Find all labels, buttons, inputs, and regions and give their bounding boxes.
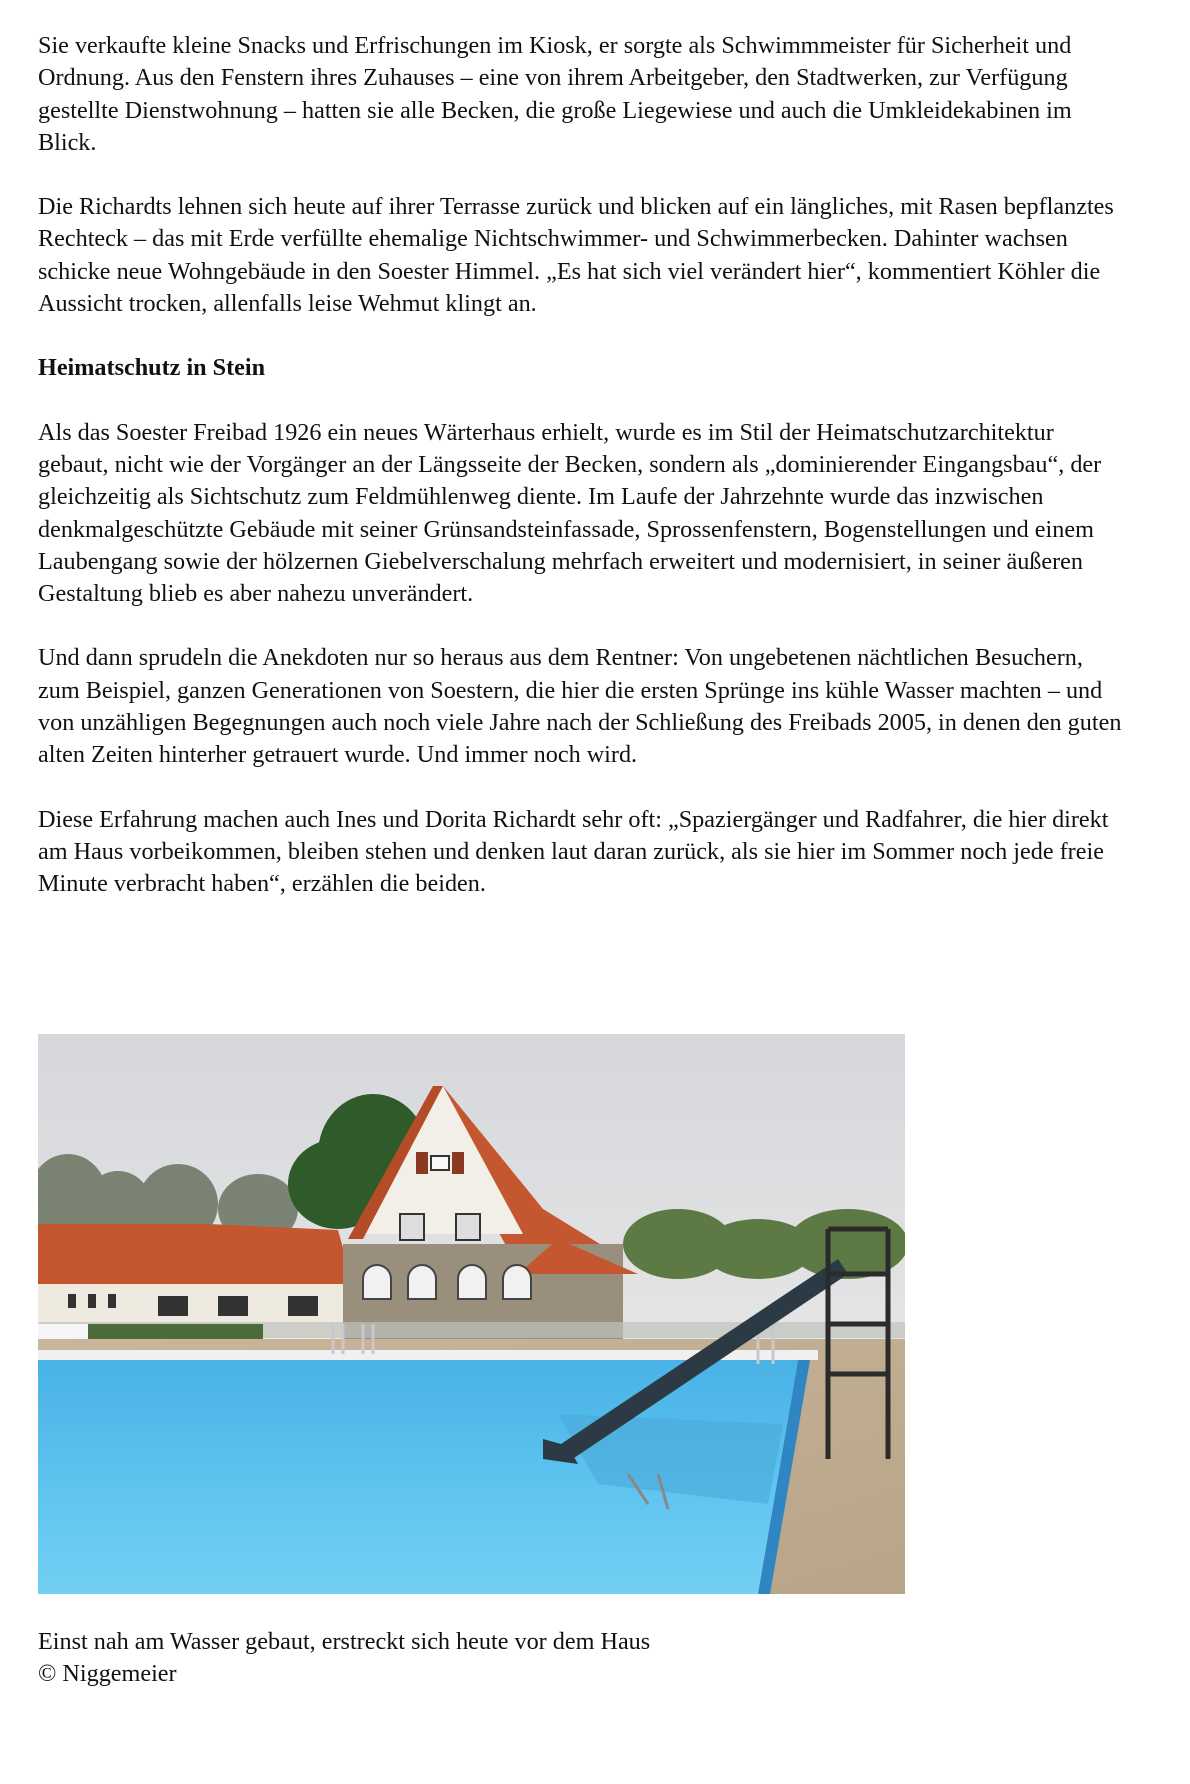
article-paragraph-2: Die Richardts lehnen sich heute auf ihrer Terrasse zurück und blicken auf ein längliches, mit Rasen bepflanztes Rechteck – das mit Erde verfüllte ehemalige Nichtschwimmer- und Schwimmerbecken. Dahinter wachsen schicke neue Wohngebäude in den Soester Himmel. „Es hat sich viel verändert hier“, kommentiert Köhler die Aussicht trocken, allenfalls leise Wehmut klingt an. — [38, 193, 1114, 318]
trees-right — [623, 1209, 905, 1279]
article-paragraph-1: Sie verkaufte kleine Snacks und Erfrischungen im Kiosk, er sorgte als Schwimmmeister für Sicherheit und Ordnung. Aus den Fenstern ihres Zuhauses – eine von ihrem Arbeitgeber, den Stadtwerken, zur Verfügung gestellte Dienstwohnung – hatten sie alle Becken, die große Liegewiese und auch die Umkleidekabinen im Blick. — [38, 32, 1072, 156]
photo-credit: © Niggemeier — [38, 1660, 177, 1688]
freibad-photo — [38, 1034, 905, 1594]
article-paragraph-4: Und dann sprudeln die Anekdoten nur so heraus aus dem Rentner: Von ungebetenen nächtlichen Besuchern, zum Beispiel, ganzen Generationen von Soestern, die hier die ersten Sprünge ins kühle Wasser machten – und von unzähligen Begegnungen auch noch viele Jahre nach der Schließung des Freibads 2005, in denen den guten alten Zeiten hinterher getrauert wurde. Und immer noch wird. — [38, 644, 1122, 769]
article-paragraph-3: Als das Soester Freibad 1926 ein neues Wärterhaus erhielt, wurde es im Stil der Heimatschutzarchitektur gebaut, nicht wie der Vorgänger an der Längsseite der Becken, sondern als „dominierender Eingangsbau“, der gleichzeitig als Sichtschutz zum Feldmühlenweg diente. Im Laufe der Jahrzehnte wurde das inzwischen denkmalgeschützte Gebäude mit seiner Grünsandsteinfassade, Sprossenfenstern, Bogenstellungen und einem Laubengang sowie der hölzernen Giebelverschalung mehrfach erweitert und modernisiert, in seiner äußeren Gestaltung blieb es aber nahezu unverändert. — [38, 418, 1102, 608]
article-paragraph-5: Diese Erfahrung machen auch Ines und Dorita Richardt sehr oft: „Spaziergänger und Radfahrer, die hier direkt am Haus vorbeikommen, bleiben stehen und denken laut daran zurück, als sie hier im Sommer noch jede freie Minute verbracht haben“, erzählen die beiden. — [38, 805, 1109, 898]
photo-caption — [38, 1626, 1128, 1691]
caption-text: Einst nah am Wasser gebaut, erstreckt sich heute vor dem Haus — [38, 1628, 651, 1655]
article-body — [38, 30, 1128, 933]
left-building-roof — [38, 1224, 353, 1284]
section-heading: Heimatschutz in Stein — [38, 354, 266, 382]
